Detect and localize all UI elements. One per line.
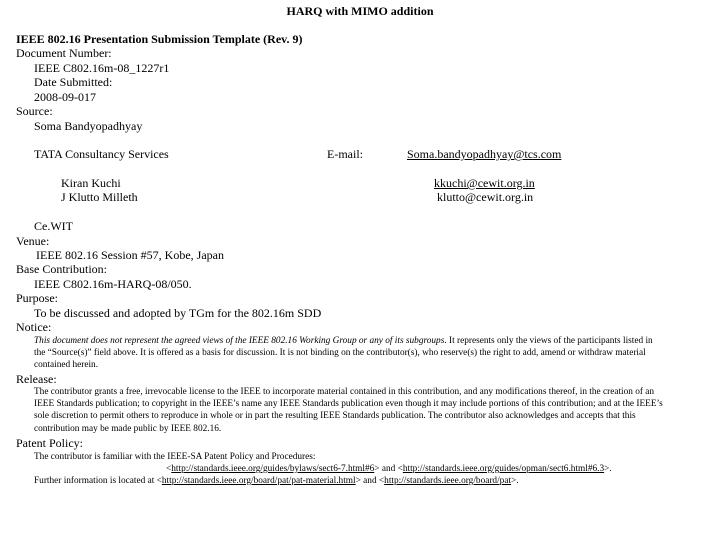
base-contribution-value: IEEE C802.16m-HARQ-08/050. — [34, 277, 192, 291]
source-org1: TATA Consultancy Services — [34, 147, 169, 161]
email1-link[interactable]: Soma.bandyopadhyay@tcs.com — [407, 147, 562, 161]
patent-mid: > and < — [374, 464, 403, 474]
source-author1: Soma Bandyopadhyay — [34, 119, 143, 133]
patent-policy-label: Patent Policy: — [16, 436, 83, 450]
patent-lt: < — [166, 464, 172, 474]
patent-policy-line1: The contributor is familiar with the IEEE-SA Patent Policy and Procedures: — [34, 452, 316, 462]
patent-end: >. — [604, 464, 612, 474]
notice-line1 — [34, 335, 653, 348]
purpose-label: Purpose: — [16, 291, 58, 305]
release-label: Release: — [16, 372, 57, 386]
patent-line3-end: >. — [511, 476, 519, 486]
email2-link[interactable]: kkuchi@cewit.org.in — [434, 176, 535, 190]
release-line2: IEEE Standards publication; to copyright in the IEEE’s name any IEEE Standards publication even though it may include portions of this contribution; and at the IEEE’s — [34, 399, 663, 409]
page-header-title: HARQ with MIMO addition — [286, 4, 434, 18]
date-submitted-value: 2008-09-017 — [34, 90, 96, 104]
notice-line2: the “Source(s)” field above. It is offered as a basis for discussion. It is not binding on the contributor(s), who reserve(s) the right to add, amend or withdraw material — [34, 348, 646, 358]
bylaws-link[interactable]: http://standards.ieee.org/guides/bylaws/sect6-7.html#6 — [171, 464, 375, 474]
venue-value: IEEE 802.16 Session #57, Kobe, Japan — [36, 248, 224, 262]
document-number-label: Document Number: — [16, 46, 112, 60]
notice-label: Notice: — [16, 320, 52, 334]
notice-line3: contained herein. — [34, 360, 99, 370]
source-author2: Kiran Kuchi — [61, 176, 121, 190]
opman-link[interactable]: http://standards.ieee.org/guides/opman/sect6.html#6.3 — [402, 464, 605, 474]
source-label: Source: — [16, 104, 53, 118]
pat-board-link[interactable]: http://standards.ieee.org/board/pat — [384, 476, 512, 486]
release-line3: sole discretion to permit others to reproduce in whole or in part the resulting IEEE Standards publication. The contributor also acknowledges and accepts that this — [34, 411, 636, 421]
release-line4: contribution may be made public by IEEE 802.16. — [34, 424, 222, 434]
notice-text-line1: . It represents only the views of the participants listed in — [444, 336, 653, 346]
patent-policy-line2 — [166, 463, 612, 476]
base-contribution-label: Base Contribution: — [16, 262, 107, 276]
pat-material-link[interactable]: http://standards.ieee.org/board/pat/pat-material.html — [161, 476, 356, 486]
document-number-value: IEEE C802.16m-08_1227r1 — [34, 61, 170, 75]
venue-label: Venue: — [16, 234, 50, 248]
template-title: IEEE 802.16 Presentation Submission Template (Rev. 9) — [16, 32, 303, 46]
date-submitted-label: Date Submitted: — [34, 75, 113, 89]
release-line1: The contributor grants a free, irrevocable license to the IEEE to incorporate material contained in this contribution, and any modifications thereof, in the creation of an — [34, 387, 655, 397]
patent-line3-mid: > and < — [355, 476, 385, 486]
notice-italic-text: This document does not represent the agreed views of the IEEE 802.16 Working Group or any of its subgroups — [34, 336, 445, 346]
source-author3: J Klutto Milleth — [61, 190, 138, 204]
email3-text: klutto@cewit.org.in — [437, 190, 534, 204]
patent-policy-line3 — [34, 475, 519, 488]
source-org2: Ce.WIT — [34, 219, 73, 233]
patent-line3-prefix: Further information is located at < — [34, 476, 162, 486]
purpose-value: To be discussed and adopted by TGm for the 802.16m SDD — [34, 306, 322, 320]
email-label: E-mail: — [327, 147, 363, 161]
